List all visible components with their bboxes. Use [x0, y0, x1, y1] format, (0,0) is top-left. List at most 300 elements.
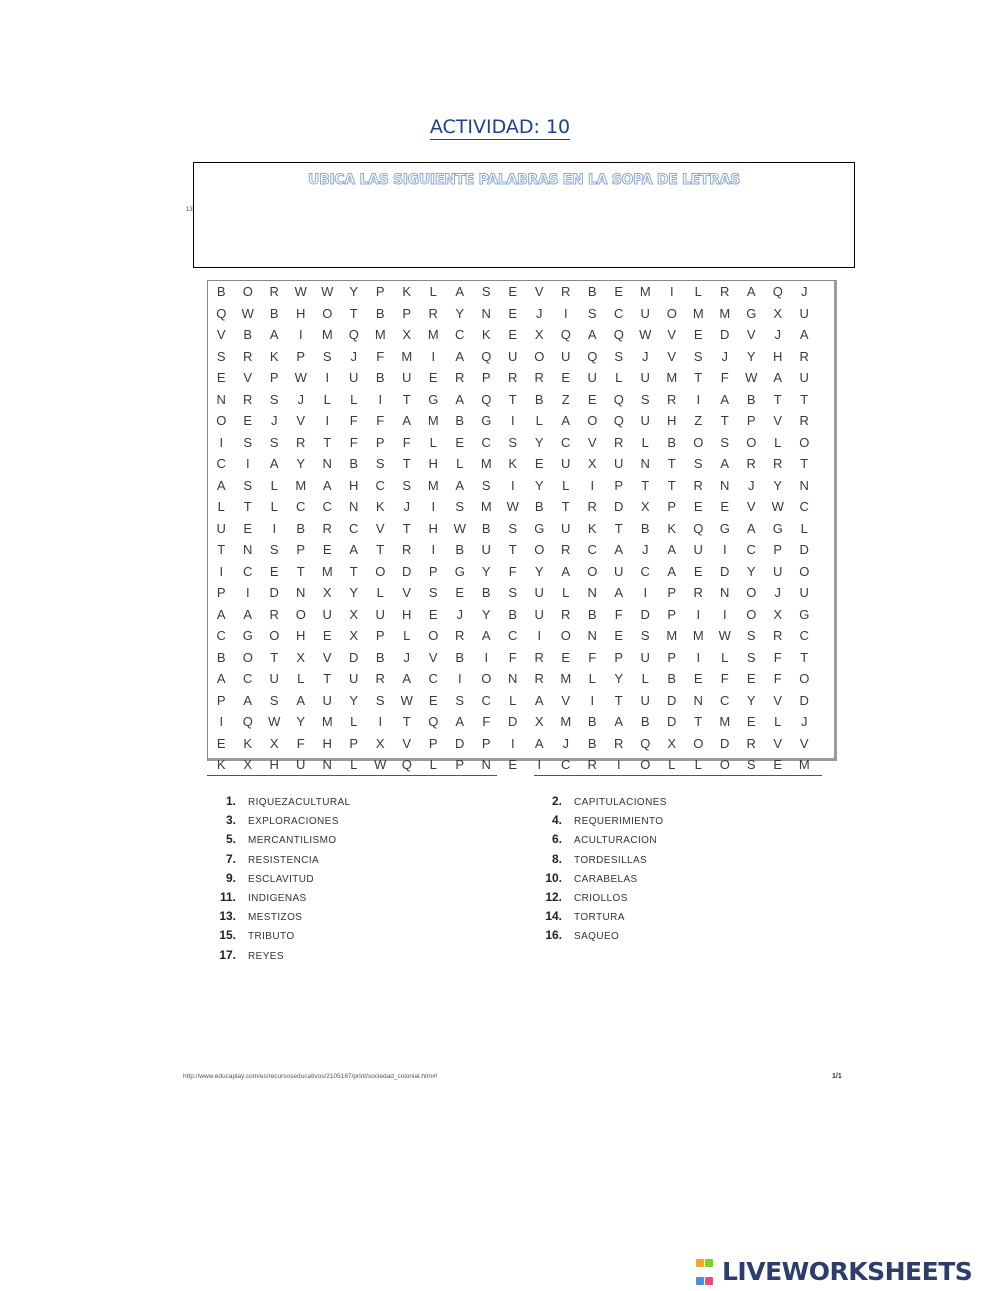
- grid-cell[interactable]: U: [799, 305, 809, 321]
- grid-cell[interactable]: A: [799, 327, 809, 342]
- grid-cell[interactable]: F: [508, 649, 517, 665]
- grid-cell[interactable]: I: [537, 628, 542, 643]
- grid-cell[interactable]: G: [481, 413, 492, 428]
- grid-cell[interactable]: L: [774, 714, 782, 729]
- grid-cell[interactable]: U: [614, 456, 624, 471]
- grid-cell[interactable]: I: [245, 456, 250, 471]
- grid-cell[interactable]: T: [614, 520, 623, 536]
- grid-cell[interactable]: P: [667, 649, 677, 665]
- grid-cell[interactable]: S: [746, 757, 756, 772]
- grid-cell[interactable]: Q: [560, 327, 571, 342]
- grid-cell[interactable]: P: [296, 542, 306, 557]
- grid-cell[interactable]: A: [614, 585, 624, 600]
- grid-cell[interactable]: P: [216, 585, 226, 600]
- grid-cell[interactable]: H: [322, 735, 332, 751]
- letter-grid[interactable]: [208, 281, 818, 776]
- grid-cell[interactable]: Y: [773, 477, 783, 493]
- grid-cell[interactable]: S: [269, 692, 279, 708]
- grid-cell[interactable]: K: [269, 348, 279, 364]
- grid-cell[interactable]: Y: [746, 563, 756, 579]
- grid-cell[interactable]: T: [296, 563, 305, 579]
- grid-cell[interactable]: L: [403, 628, 411, 643]
- grid-cell[interactable]: A: [243, 606, 253, 622]
- grid-cell[interactable]: T: [270, 649, 279, 665]
- grid-cell[interactable]: B: [216, 284, 226, 299]
- grid-cell[interactable]: J: [271, 413, 278, 428]
- grid-cell[interactable]: M: [719, 714, 731, 729]
- grid-cell[interactable]: S: [481, 284, 491, 299]
- grid-cell[interactable]: T: [667, 477, 676, 493]
- grid-cell[interactable]: I: [431, 542, 436, 557]
- grid-cell[interactable]: F: [376, 348, 385, 364]
- grid-cell[interactable]: W: [294, 370, 307, 385]
- grid-cell[interactable]: C: [481, 692, 491, 708]
- grid-cell[interactable]: S: [243, 434, 253, 450]
- grid-cell[interactable]: J: [801, 284, 808, 299]
- grid-cell[interactable]: S: [375, 692, 385, 708]
- grid-cell[interactable]: W: [718, 628, 731, 643]
- grid-cell[interactable]: C: [587, 542, 597, 557]
- grid-cell[interactable]: E: [508, 757, 518, 772]
- grid-cell[interactable]: S: [720, 434, 730, 450]
- grid-cell[interactable]: C: [216, 456, 226, 471]
- grid-cell[interactable]: A: [561, 413, 571, 428]
- grid-cell[interactable]: S: [508, 434, 518, 450]
- grid-cell[interactable]: O: [799, 563, 810, 579]
- grid-cell[interactable]: Q: [216, 305, 227, 321]
- grid-cell[interactable]: C: [799, 499, 809, 514]
- grid-cell[interactable]: X: [534, 714, 544, 729]
- grid-cell[interactable]: T: [323, 434, 332, 450]
- grid-cell[interactable]: D: [720, 327, 730, 342]
- grid-cell[interactable]: I: [510, 735, 515, 751]
- grid-cell[interactable]: C: [640, 563, 650, 579]
- grid-cell[interactable]: W: [294, 284, 307, 299]
- grid-cell[interactable]: I: [245, 585, 250, 600]
- grid-cell[interactable]: X: [640, 499, 650, 514]
- grid-cell[interactable]: M: [427, 413, 439, 428]
- grid-cell[interactable]: S: [746, 628, 756, 643]
- grid-cell[interactable]: J: [297, 391, 304, 407]
- grid-cell[interactable]: V: [773, 735, 783, 751]
- grid-cell[interactable]: V: [773, 413, 783, 428]
- grid-cell[interactable]: O: [693, 434, 704, 450]
- grid-cell[interactable]: I: [484, 649, 489, 665]
- grid-cell[interactable]: B: [587, 284, 597, 299]
- grid-cell[interactable]: S: [640, 628, 650, 643]
- grid-cell[interactable]: W: [321, 284, 334, 299]
- grid-cell[interactable]: G: [428, 391, 439, 407]
- grid-cell[interactable]: B: [640, 520, 650, 536]
- grid-cell[interactable]: I: [298, 327, 303, 342]
- grid-cell[interactable]: U: [640, 413, 650, 428]
- grid-cell[interactable]: D: [720, 735, 730, 751]
- word-search-grid[interactable]: [207, 280, 837, 772]
- grid-cell[interactable]: Y: [349, 692, 359, 708]
- grid-cell[interactable]: A: [269, 456, 279, 471]
- grid-cell[interactable]: L: [429, 434, 437, 450]
- grid-cell[interactable]: H: [296, 305, 306, 321]
- grid-cell[interactable]: R: [534, 649, 544, 665]
- grid-cell[interactable]: N: [508, 671, 518, 686]
- grid-cell[interactable]: E: [508, 327, 518, 342]
- grid-cell[interactable]: I: [696, 649, 701, 665]
- grid-cell[interactable]: T: [614, 692, 623, 708]
- grid-cell[interactable]: C: [375, 477, 385, 493]
- grid-cell[interactable]: S: [243, 477, 253, 493]
- grid-cell[interactable]: R: [799, 413, 809, 428]
- grid-cell[interactable]: E: [534, 456, 544, 471]
- grid-cell[interactable]: A: [455, 348, 465, 364]
- grid-cell[interactable]: Y: [534, 477, 544, 493]
- grid-cell[interactable]: T: [508, 542, 517, 557]
- grid-cell[interactable]: A: [667, 563, 677, 579]
- grid-cell[interactable]: N: [322, 757, 332, 772]
- grid-cell[interactable]: B: [375, 649, 385, 665]
- grid-cell[interactable]: Q: [613, 327, 624, 342]
- grid-cell[interactable]: N: [720, 585, 730, 600]
- grid-cell[interactable]: M: [798, 757, 810, 772]
- grid-cell[interactable]: V: [322, 649, 332, 665]
- grid-cell[interactable]: S: [269, 542, 279, 557]
- grid-cell[interactable]: R: [799, 348, 809, 364]
- grid-cell[interactable]: R: [269, 284, 279, 299]
- grid-cell[interactable]: A: [561, 563, 571, 579]
- grid-cell[interactable]: O: [322, 305, 333, 321]
- grid-cell[interactable]: O: [242, 284, 253, 299]
- grid-cell[interactable]: E: [243, 520, 253, 536]
- grid-cell[interactable]: B: [667, 671, 677, 686]
- grid-cell[interactable]: I: [378, 391, 383, 407]
- grid-cell[interactable]: F: [508, 563, 517, 579]
- grid-cell[interactable]: V: [561, 692, 571, 708]
- grid-cell[interactable]: E: [561, 649, 571, 665]
- grid-cell[interactable]: J: [801, 714, 808, 729]
- grid-cell[interactable]: X: [269, 735, 279, 751]
- grid-cell[interactable]: W: [639, 327, 652, 342]
- grid-cell[interactable]: O: [534, 542, 545, 557]
- grid-cell[interactable]: Q: [481, 348, 492, 364]
- grid-cell[interactable]: E: [614, 284, 624, 299]
- grid-cell[interactable]: D: [667, 714, 677, 729]
- grid-cell[interactable]: N: [587, 628, 597, 643]
- grid-cell[interactable]: V: [402, 585, 412, 600]
- grid-cell[interactable]: R: [693, 477, 703, 493]
- grid-cell[interactable]: L: [350, 714, 358, 729]
- grid-cell[interactable]: O: [560, 628, 571, 643]
- grid-cell[interactable]: Q: [401, 757, 412, 772]
- grid-cell[interactable]: V: [243, 370, 253, 385]
- grid-cell[interactable]: U: [640, 649, 650, 665]
- grid-cell[interactable]: M: [427, 327, 439, 342]
- grid-cell[interactable]: C: [455, 327, 465, 342]
- grid-cell[interactable]: F: [720, 671, 729, 686]
- grid-cell[interactable]: F: [376, 413, 385, 428]
- grid-cell[interactable]: D: [402, 563, 412, 579]
- grid-cell[interactable]: A: [746, 284, 756, 299]
- grid-cell[interactable]: P: [375, 284, 385, 299]
- grid-cell[interactable]: R: [587, 499, 597, 514]
- grid-cell[interactable]: A: [216, 671, 226, 686]
- grid-cell[interactable]: T: [800, 649, 809, 665]
- grid-cell[interactable]: L: [429, 757, 437, 772]
- grid-cell[interactable]: C: [481, 434, 491, 450]
- grid-cell[interactable]: R: [773, 456, 783, 471]
- grid-cell[interactable]: B: [455, 413, 465, 428]
- grid-cell[interactable]: U: [640, 692, 650, 708]
- grid-cell[interactable]: J: [642, 542, 649, 557]
- grid-cell[interactable]: K: [243, 735, 253, 751]
- grid-cell[interactable]: I: [590, 692, 595, 708]
- grid-cell[interactable]: P: [614, 649, 624, 665]
- grid-cell[interactable]: N: [481, 305, 491, 321]
- grid-cell[interactable]: A: [534, 692, 544, 708]
- grid-cell[interactable]: R: [402, 542, 412, 557]
- grid-cell[interactable]: P: [349, 735, 359, 751]
- grid-cell[interactable]: O: [640, 757, 651, 772]
- grid-cell[interactable]: M: [401, 348, 413, 364]
- grid-cell[interactable]: R: [269, 606, 279, 622]
- grid-cell[interactable]: K: [216, 757, 226, 772]
- grid-cell[interactable]: N: [587, 585, 597, 600]
- grid-cell[interactable]: I: [722, 606, 727, 622]
- grid-cell[interactable]: L: [297, 671, 305, 686]
- grid-cell[interactable]: V: [773, 692, 783, 708]
- grid-cell[interactable]: D: [614, 499, 624, 514]
- grid-cell[interactable]: Y: [746, 348, 756, 364]
- grid-cell[interactable]: R: [693, 585, 703, 600]
- grid-cell[interactable]: K: [587, 520, 597, 536]
- grid-cell[interactable]: D: [799, 542, 809, 557]
- grid-cell[interactable]: F: [720, 370, 729, 385]
- grid-cell[interactable]: O: [481, 671, 492, 686]
- grid-cell[interactable]: W: [374, 757, 387, 772]
- grid-cell[interactable]: C: [243, 563, 253, 579]
- grid-cell[interactable]: T: [323, 671, 332, 686]
- grid-cell[interactable]: I: [590, 477, 595, 493]
- grid-cell[interactable]: I: [219, 714, 224, 729]
- grid-cell[interactable]: N: [216, 391, 226, 407]
- grid-cell[interactable]: R: [614, 434, 624, 450]
- grid-cell[interactable]: B: [216, 649, 226, 665]
- grid-cell[interactable]: G: [534, 520, 545, 536]
- grid-cell[interactable]: V: [746, 327, 756, 342]
- grid-cell[interactable]: T: [641, 477, 650, 493]
- grid-cell[interactable]: B: [508, 606, 518, 622]
- grid-cell[interactable]: Q: [772, 284, 783, 299]
- grid-cell[interactable]: C: [216, 628, 226, 643]
- grid-cell[interactable]: P: [667, 499, 677, 514]
- grid-cell[interactable]: B: [667, 434, 677, 450]
- grid-cell[interactable]: M: [560, 671, 572, 686]
- grid-cell[interactable]: L: [350, 757, 358, 772]
- grid-cell[interactable]: C: [720, 692, 730, 708]
- grid-cell[interactable]: U: [508, 348, 518, 364]
- grid-cell[interactable]: C: [322, 499, 332, 514]
- grid-cell[interactable]: U: [587, 370, 597, 385]
- grid-cell[interactable]: I: [696, 391, 701, 407]
- grid-cell[interactable]: S: [614, 348, 624, 364]
- grid-cell[interactable]: K: [481, 327, 491, 342]
- grid-cell[interactable]: P: [375, 628, 385, 643]
- grid-cell[interactable]: E: [693, 563, 703, 579]
- grid-cell[interactable]: A: [402, 671, 412, 686]
- grid-cell[interactable]: P: [428, 563, 438, 579]
- grid-cell[interactable]: O: [375, 563, 386, 579]
- grid-cell[interactable]: V: [216, 327, 226, 342]
- grid-cell[interactable]: S: [693, 456, 703, 471]
- grid-cell[interactable]: U: [216, 520, 226, 536]
- grid-cell[interactable]: W: [400, 692, 413, 708]
- grid-cell[interactable]: T: [349, 563, 358, 579]
- grid-cell[interactable]: J: [536, 305, 543, 321]
- grid-cell[interactable]: U: [640, 305, 650, 321]
- grid-cell[interactable]: U: [799, 585, 809, 600]
- grid-cell[interactable]: S: [455, 692, 465, 708]
- grid-cell[interactable]: Z: [694, 413, 703, 428]
- grid-cell[interactable]: P: [375, 434, 385, 450]
- grid-cell[interactable]: G: [719, 520, 730, 536]
- grid-cell[interactable]: G: [746, 305, 757, 321]
- grid-cell[interactable]: A: [614, 714, 624, 729]
- grid-cell[interactable]: B: [455, 649, 465, 665]
- grid-cell[interactable]: B: [481, 585, 491, 600]
- grid-cell[interactable]: R: [561, 606, 571, 622]
- grid-cell[interactable]: P: [216, 692, 226, 708]
- grid-cell[interactable]: U: [561, 456, 571, 471]
- grid-cell[interactable]: X: [773, 606, 783, 622]
- grid-cell[interactable]: M: [321, 714, 333, 729]
- grid-cell[interactable]: E: [746, 671, 756, 686]
- grid-cell[interactable]: H: [428, 520, 438, 536]
- grid-cell[interactable]: D: [349, 649, 359, 665]
- grid-cell[interactable]: L: [562, 585, 570, 600]
- grid-cell[interactable]: K: [508, 456, 518, 471]
- grid-cell[interactable]: W: [745, 370, 758, 385]
- grid-cell[interactable]: C: [799, 628, 809, 643]
- grid-cell[interactable]: E: [693, 327, 703, 342]
- grid-cell[interactable]: J: [642, 348, 649, 364]
- grid-cell[interactable]: F: [588, 649, 597, 665]
- grid-cell[interactable]: R: [455, 370, 465, 385]
- grid-cell[interactable]: U: [322, 692, 332, 708]
- grid-cell[interactable]: E: [428, 370, 438, 385]
- grid-cell[interactable]: L: [270, 499, 278, 514]
- grid-cell[interactable]: H: [402, 606, 412, 622]
- grid-cell[interactable]: G: [454, 563, 465, 579]
- grid-cell[interactable]: D: [799, 692, 809, 708]
- grid-cell[interactable]: M: [719, 305, 731, 321]
- grid-cell[interactable]: R: [746, 735, 756, 751]
- grid-cell[interactable]: I: [457, 671, 462, 686]
- grid-cell[interactable]: I: [669, 284, 674, 299]
- grid-cell[interactable]: S: [269, 434, 279, 450]
- grid-cell[interactable]: I: [219, 434, 224, 450]
- grid-cell[interactable]: X: [534, 327, 544, 342]
- grid-cell[interactable]: P: [773, 542, 783, 557]
- grid-cell[interactable]: V: [587, 434, 597, 450]
- grid-cell[interactable]: P: [296, 348, 306, 364]
- grid-cell[interactable]: U: [693, 542, 703, 557]
- grid-cell[interactable]: V: [667, 327, 677, 342]
- grid-cell[interactable]: D: [720, 563, 730, 579]
- grid-cell[interactable]: U: [561, 348, 571, 364]
- grid-cell[interactable]: U: [534, 585, 544, 600]
- grid-cell[interactable]: R: [455, 628, 465, 643]
- grid-cell[interactable]: F: [402, 434, 411, 450]
- grid-cell[interactable]: Q: [428, 714, 439, 729]
- grid-cell[interactable]: W: [771, 499, 784, 514]
- grid-cell[interactable]: H: [269, 757, 279, 772]
- grid-cell[interactable]: B: [587, 606, 597, 622]
- grid-cell[interactable]: P: [614, 477, 624, 493]
- grid-cell[interactable]: E: [322, 628, 332, 643]
- grid-cell[interactable]: R: [561, 284, 571, 299]
- grid-cell[interactable]: O: [799, 671, 810, 686]
- grid-cell[interactable]: O: [746, 434, 757, 450]
- grid-cell[interactable]: A: [720, 456, 730, 471]
- grid-cell[interactable]: N: [243, 542, 253, 557]
- grid-cell[interactable]: F: [773, 671, 782, 686]
- grid-cell[interactable]: K: [375, 499, 385, 514]
- grid-cell[interactable]: U: [349, 671, 359, 686]
- grid-cell[interactable]: N: [640, 456, 650, 471]
- grid-cell[interactable]: B: [746, 391, 756, 407]
- grid-cell[interactable]: E: [773, 757, 783, 772]
- grid-cell[interactable]: R: [746, 456, 756, 471]
- grid-cell[interactable]: B: [349, 456, 359, 471]
- grid-cell[interactable]: M: [427, 477, 439, 493]
- grid-cell[interactable]: S: [640, 391, 650, 407]
- grid-cell[interactable]: I: [510, 477, 515, 493]
- grid-cell[interactable]: O: [799, 434, 810, 450]
- grid-cell[interactable]: F: [614, 606, 623, 622]
- grid-cell[interactable]: O: [587, 413, 598, 428]
- grid-cell[interactable]: E: [693, 499, 703, 514]
- grid-cell[interactable]: Q: [481, 391, 492, 407]
- grid-cell[interactable]: B: [481, 520, 491, 536]
- grid-cell[interactable]: F: [773, 649, 782, 665]
- grid-cell[interactable]: B: [587, 735, 597, 751]
- grid-cell[interactable]: O: [242, 649, 253, 665]
- grid-cell[interactable]: L: [323, 391, 331, 407]
- grid-cell[interactable]: M: [560, 714, 572, 729]
- grid-cell[interactable]: F: [349, 413, 358, 428]
- grid-cell[interactable]: Y: [296, 456, 306, 471]
- grid-cell[interactable]: Q: [242, 714, 253, 729]
- grid-cell[interactable]: U: [402, 370, 412, 385]
- grid-cell[interactable]: R: [720, 284, 730, 299]
- grid-cell[interactable]: P: [455, 757, 465, 772]
- grid-cell[interactable]: E: [269, 563, 279, 579]
- grid-cell[interactable]: U: [640, 370, 650, 385]
- grid-cell[interactable]: H: [667, 413, 677, 428]
- grid-cell[interactable]: C: [243, 671, 253, 686]
- grid-cell[interactable]: H: [349, 477, 359, 493]
- grid-cell[interactable]: V: [428, 649, 438, 665]
- grid-cell[interactable]: I: [431, 348, 436, 364]
- grid-cell[interactable]: U: [534, 606, 544, 622]
- grid-cell[interactable]: L: [535, 413, 543, 428]
- grid-cell[interactable]: L: [456, 456, 464, 471]
- grid-cell[interactable]: L: [641, 671, 649, 686]
- grid-cell[interactable]: U: [269, 671, 279, 686]
- grid-cell[interactable]: S: [746, 649, 756, 665]
- grid-cell[interactable]: R: [667, 391, 677, 407]
- grid-cell[interactable]: O: [534, 348, 545, 364]
- grid-cell[interactable]: F: [482, 714, 491, 729]
- grid-cell[interactable]: C: [561, 757, 571, 772]
